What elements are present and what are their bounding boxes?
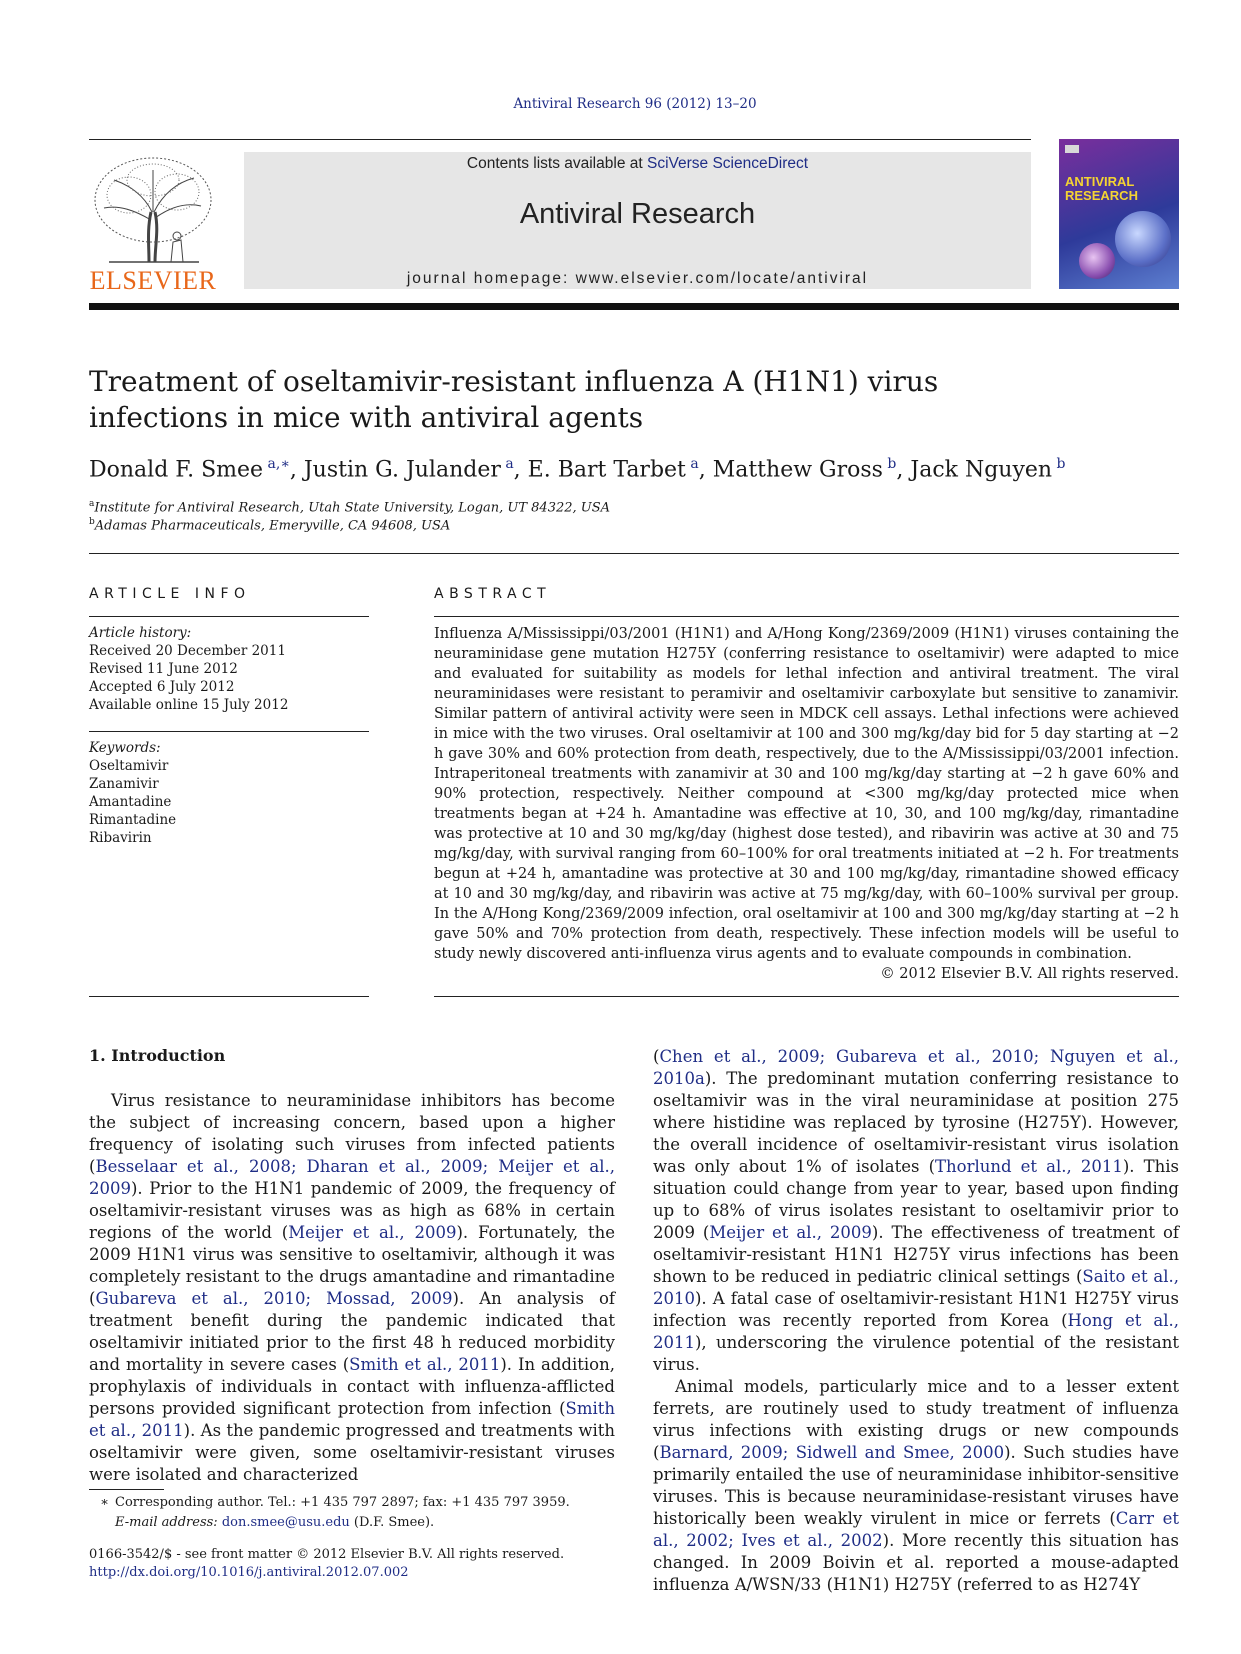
history-entry: Available online 15 July 2012 xyxy=(89,697,289,713)
keywords-list xyxy=(89,757,369,847)
citation-link[interactable]: Thorlund et al., 2011 xyxy=(935,1157,1123,1176)
header-thick-rule xyxy=(89,303,1179,310)
contents-prefix: Contents lists available at xyxy=(466,155,647,172)
cover-cell-graphic xyxy=(1079,243,1115,279)
paragraph-text: ( xyxy=(653,1047,660,1066)
author-name: Donald F. Smee xyxy=(89,457,264,483)
keywords-block xyxy=(89,739,369,847)
citation-link[interactable]: Meijer et al., 2009 xyxy=(709,1223,872,1242)
history-entry: Accepted 6 July 2012 xyxy=(89,679,235,695)
paragraph-text: Animal models, particularly mice and to a lesser extent ferrets, are routinely used to study treatment of influenza virus infections with existing drugs or new compounds ( xyxy=(653,1377,1179,1462)
title-bottom-rule xyxy=(89,553,1179,554)
citation-link[interactable]: Carr et al., 2002; Ives et al., 2002 xyxy=(653,1509,1179,1550)
article-history xyxy=(89,624,369,714)
journal-title: Antiviral Research xyxy=(519,198,756,230)
email-link[interactable]: don.smee@usu.edu xyxy=(221,1515,350,1530)
affiliation-b: $^b$Adamas Pharmaceuticals, Emeryville, CA 94608, USA xyxy=(89,517,451,534)
doi-link[interactable]: http://dx.doi.org/10.1016/j.antiviral.2012.07.002 xyxy=(89,1565,409,1580)
article-info-heading: ARTICLE INFO xyxy=(89,586,251,602)
author-name: E. Bart Tarbet xyxy=(527,457,686,483)
article-info-rule xyxy=(89,616,369,617)
history-entry: Revised 11 June 2012 xyxy=(89,661,238,677)
email-label: E-mail address: xyxy=(115,1515,222,1530)
citation-link[interactable]: Gubareva et al., 2010; Mossad, 2009 xyxy=(95,1289,453,1308)
paragraph-text: ). More recently this situation has changed. In 2009 Boivin et al. reported a mouse-adapted influenza A/WSN/33 (H1N1) H275Y (referred to as H274Y xyxy=(653,1531,1179,1594)
affiliation-a: $^a$Institute for Antiviral Research, Utah State University, Logan, UT 84322, USA xyxy=(89,499,611,516)
history-label: Article history: xyxy=(89,625,192,641)
section-heading-introduction: 1. Introduction xyxy=(89,1046,226,1065)
paragraph-text: ). The predominant mutation conferring resistance to oseltamivir was in the viral neuraminidase at position 275 where histidine was replaced by tyrosine (H275Y). However, the overall incidence of oseltamivir-resistant virus isolation was only about 1% of isolates ( xyxy=(653,1069,1179,1176)
intro-right-column xyxy=(653,1046,1179,1596)
keyword: Amantadine xyxy=(89,794,172,810)
citation-link[interactable]: Smith et al., 2011 xyxy=(89,1399,615,1440)
header-top-rule xyxy=(89,139,1031,140)
journal-homepage[interactable]: journal homepage: www.elsevier.com/locate/antiviral xyxy=(406,270,869,287)
history-list xyxy=(89,642,369,714)
article-title: Treatment of oseltamivir-resistant influenza A (H1N1) virus infections in mice with antiviral agents xyxy=(89,365,939,434)
paragraph-text: ). An analysis of treatment benefit during the pandemic indicated that oseltamivir initiated prior to the first 48 h reduced morbidity and mortality in severe cases ( xyxy=(89,1289,615,1374)
cover-virus-graphic xyxy=(1115,211,1171,267)
footnote-text: Corresponding author. Tel.: +1 435 797 2897; fax: +1 435 797 3959. xyxy=(115,1495,570,1510)
footnote-rule xyxy=(89,1489,164,1490)
author-separator: , xyxy=(513,457,528,483)
keywords-label: Keywords: xyxy=(89,740,161,756)
sciencedirect-link[interactable]: SciVerse ScienceDirect xyxy=(646,155,809,172)
citation-link[interactable]: Besselaar et al., 2008; Dharan et al., 2009; Meijer et al., 2009 xyxy=(89,1157,615,1198)
citation-link[interactable]: Saito et al., 2010 xyxy=(653,1267,1179,1308)
paragraph-text: ). In addition, prophylaxis of individuals in contact with influenza-afflicted persons provided significant protection from infection ( xyxy=(89,1355,615,1418)
citation-link[interactable]: Smith et al., 2011 xyxy=(349,1355,501,1374)
author-affiliation-marker[interactable]: a xyxy=(685,456,699,472)
abstract-text: Influenza A/Mississippi/03/2001 (H1N1) and A/Hong Kong/2369/2009 (H1N1) viruses containing the neuraminidase gene mutation H275Y (conferring resistance to oseltamivir) were adapted to mice and evaluated for suitability as models for lethal infection and antiviral treatment. The viral neuraminidases were resistant to peramivir and oseltamivir carboxylate but sensitive to zanamivir. Similar pattern of antiviral activity were seen in MDCK cell assays. Lethal infections were achieved in mice with the two viruses. Oral oseltamivir at 100 and 300 mg/kg/day bid for 5 day starting at −2 h gave 30% and 60% protection from death, respectively, due to the A/Mississippi/03/2001 infection. Intraperitoneal treatments with zanamivir at 30 and 100 mg/kg/day starting at −2 h gave 60% and 90% protection, respectively. Neither compound at <300 mg/kg/day protected mice when treatments began at +24 h. Amantadine was effective at 10, 30, and 100 mg/kg/day, rimantadine was protective at 10 and 30 mg/kg/day (highest dose tested), and ribavirin was active at 30 and 75 mg/kg/day, with survival ranging from 60–100% for oral treatments initiated at −2 h. For treatments begun at +24 h, amantadine was protective at 30 and 100 mg/kg/day, rimantadine showed efficacy at 10 and 30 mg/kg/day, and ribavirin was active at 75 mg/kg/day, with 60–100% survival per group. In the A/Hong Kong/2369/2009 infection, oral oseltamivir at 100 and 300 mg/kg/day starting at −2 h gave 50% and 70% protection from death, respectively. These infection models will be useful to study newly discovered anti-influenza virus agents and to evaluate compounds in combination. xyxy=(434,626,1179,962)
keyword: Zanamivir xyxy=(89,776,159,792)
email-footnote xyxy=(89,1513,629,1533)
author-affiliation-marker[interactable]: b xyxy=(882,456,897,472)
email-suffix: (D.F. Smee). xyxy=(349,1515,435,1530)
intro-paragraph-continued xyxy=(653,1046,1179,1376)
author-name: Justin G. Julander xyxy=(303,457,501,483)
abstract-rule xyxy=(434,616,1179,617)
keyword: Oseltamivir xyxy=(89,758,169,774)
citation-link[interactable]: Meijer et al., 2009 xyxy=(288,1223,457,1242)
paragraph-text: ). As the pandemic progressed and treatments with oseltamivir were given, some oseltamivir-resistant viruses were isolated and characterized xyxy=(89,1421,616,1484)
author-affiliation-marker[interactable]: a xyxy=(500,456,514,472)
issn-line: 0166-3542/$ - see front matter © 2012 Elsevier B.V. All rights reserved. xyxy=(89,1547,565,1562)
author-name: Matthew Gross xyxy=(712,457,883,483)
author-affiliation-marker[interactable]: a,∗ xyxy=(263,456,290,472)
citation-link[interactable]: Chen et al., 2009; Gubareva et al., 2010; Nguyen et al., 2010a xyxy=(653,1047,1179,1088)
cover-title: ANTIVIRAL RESEARCH xyxy=(1065,174,1138,203)
author-separator: , xyxy=(896,457,911,483)
abstract-heading: ABSTRACT xyxy=(434,586,552,602)
paragraph-text: Virus resistance to neuraminidase inhibitors has become the subject of increasing concern, based upon a higher frequency of isolating such viruses from infected patients ( xyxy=(89,1091,615,1176)
paragraph-text: ). The effectiveness of treatment of oseltamivir-resistant H1N1 H275Y virus infections has been shown to be reduced in pediatric clinical settings ( xyxy=(653,1223,1179,1286)
author-name: Jack Nguyen xyxy=(910,457,1053,483)
author-separator: , xyxy=(289,457,304,483)
author-list xyxy=(89,456,1089,482)
paragraph-text: ). Prior to the H1N1 pandemic of 2009, the frequency of oseltamivir-resistant viruses was as high as 68% in certain regions of the world ( xyxy=(89,1179,615,1242)
journal-reference[interactable]: Antiviral Research 96 (2012) 13–20 xyxy=(513,96,757,112)
paragraph-text: ). A fatal case of oseltamivir-resistant H1N1 H275Y virus infection was recently reported from Korea ( xyxy=(653,1289,1179,1330)
paragraph-text: ). Such studies have primarily entailed the use of neuraminidase inhibitor-sensitive viruses. This is because neuraminidase-resistant viruses have historically been weakly virulent in mice or ferrets ( xyxy=(653,1443,1180,1528)
footnote-marker: ∗ xyxy=(100,1495,109,1510)
paragraph-text: ), underscoring the virulence potential of the resistant virus. xyxy=(653,1333,1179,1374)
abstract-copyright: © 2012 Elsevier B.V. All rights reserved. xyxy=(880,966,1179,982)
journal-cover-image xyxy=(1059,139,1179,289)
citation-link[interactable]: Hong et al., 2011 xyxy=(653,1311,1179,1352)
abstract-bottom-rule xyxy=(434,996,1179,997)
cover-logo xyxy=(1065,145,1079,153)
intro-paragraph xyxy=(653,1376,1179,1596)
keyword: Rimantadine xyxy=(89,812,177,828)
elsevier-wordmark: ELSEVIER xyxy=(89,266,217,295)
paragraph-text: ). Fortunately, the 2009 H1N1 virus was sensitive to oseltamivir, although it was completely resistant to the drugs amantadine and rimantadine ( xyxy=(89,1223,615,1308)
history-entry: Received 20 December 2011 xyxy=(89,643,286,659)
keyword: Ribavirin xyxy=(89,830,152,846)
paragraph-text: ). This situation could change from year to year, based upon finding up to 68% of virus isolates resistant to oseltamivir prior to 2009 ( xyxy=(653,1157,1179,1242)
author-affiliation-marker[interactable]: b xyxy=(1052,456,1066,472)
intro-left-column xyxy=(89,1090,615,1486)
contents-line xyxy=(244,155,1031,173)
author-separator: , xyxy=(698,457,713,483)
keywords-rule xyxy=(89,731,369,732)
intro-paragraph xyxy=(89,1090,615,1486)
corresponding-author-footnote xyxy=(89,1493,629,1513)
citation-link[interactable]: Barnard, 2009; Sidwell and Smee, 2000 xyxy=(659,1443,1005,1462)
article-info-bottom-rule xyxy=(89,996,369,997)
